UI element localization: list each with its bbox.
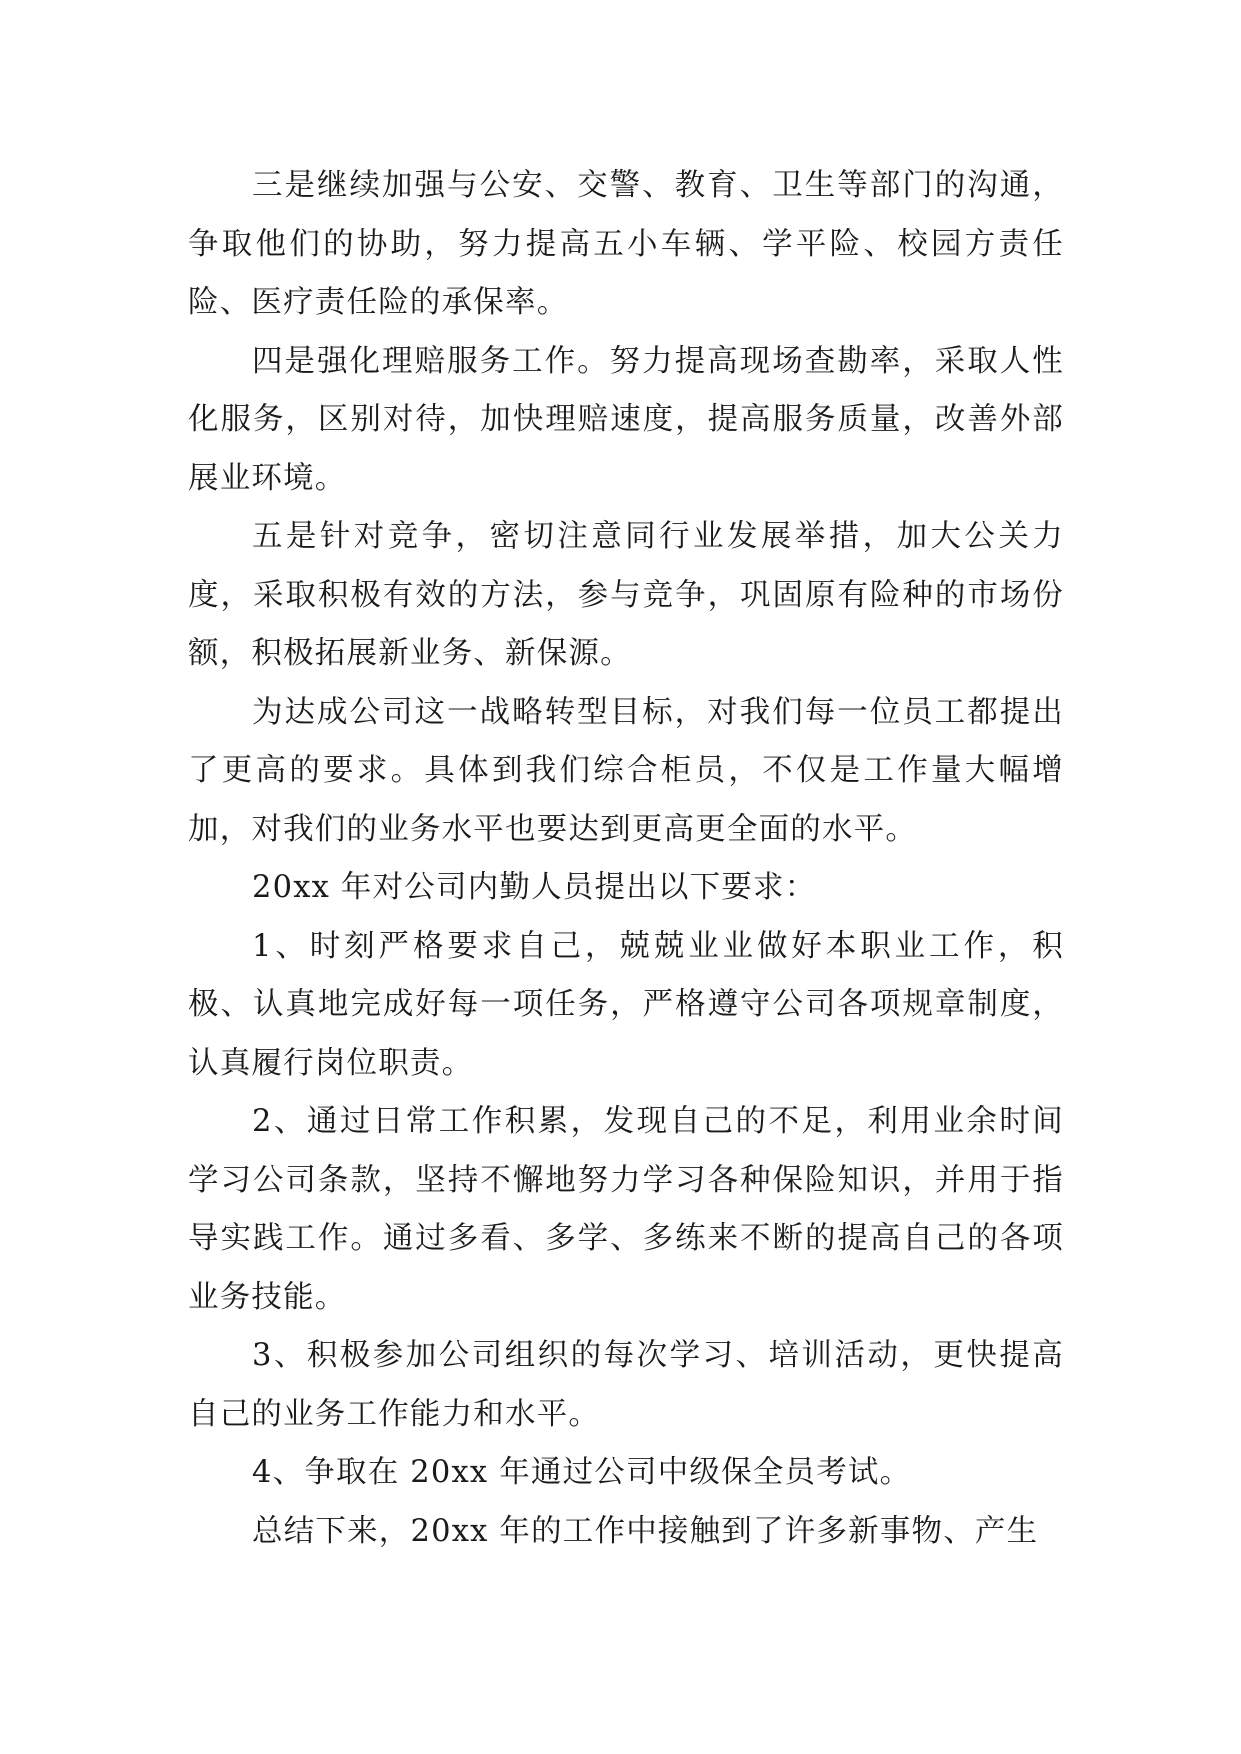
document-body <box>188 157 1064 1561</box>
list-item-1: 1、时刻严格要求自己，兢兢业业做好本职业工作，积极、认真地完成好每一项任务，严格遵守公司各项规章制度，认真履行岗位职责。 <box>188 928 1064 1081</box>
list-item-3: 3、积极参加公司组织的每次学习、培训活动，更快提高自己的业务工作能力和水平。 <box>188 1338 1064 1432</box>
paragraph-goal: 为达成公司这一战略转型目标，对我们每一位员工都提出了更高的要求。具体到我们综合柜员，不仅是工作量大幅增加，对我们的业务水平也要达到更高更全面的水平。 <box>188 694 1064 847</box>
paragraph-3: 三是继续加强与公安、交警、教育、卫生等部门的沟通，争取他们的协助，努力提高五小车辆、学平险、校园方责任险、医疗责任险的承保率。 <box>188 168 1064 320</box>
paragraph-4: 四是强化理赔服务工作。努力提高现场查勘率，采取人性化服务，区别对待，加快理赔速度，提高服务质量，改善外部展业环境。 <box>188 343 1064 496</box>
paragraph-requirements-intro: 20xx 年对公司内勤人员提出以下要求： <box>252 870 817 905</box>
list-item-2: 2、通过日常工作积累，发现自己的不足，利用业余时间学习公司条款，坚持不懈地努力学习各种保险知识，并用于指导实践工作。通过多看、多学、多练来不断的提高自己的各项业务技能。 <box>188 1104 1064 1315</box>
paragraph-summary: 总结下来，20xx 年的工作中接触到了许多新事物、产生 <box>252 1513 1039 1549</box>
list-item-4: 4、争取在 20xx 年通过公司中级保全员考试。 <box>252 1455 912 1490</box>
paragraph-5: 五是针对竞争，密切注意同行业发展举措，加大公关力度，采取积极有效的方法，参与竞争，巩固原有险种的市场份额，积极拓展新业务、新保源。 <box>188 519 1064 671</box>
